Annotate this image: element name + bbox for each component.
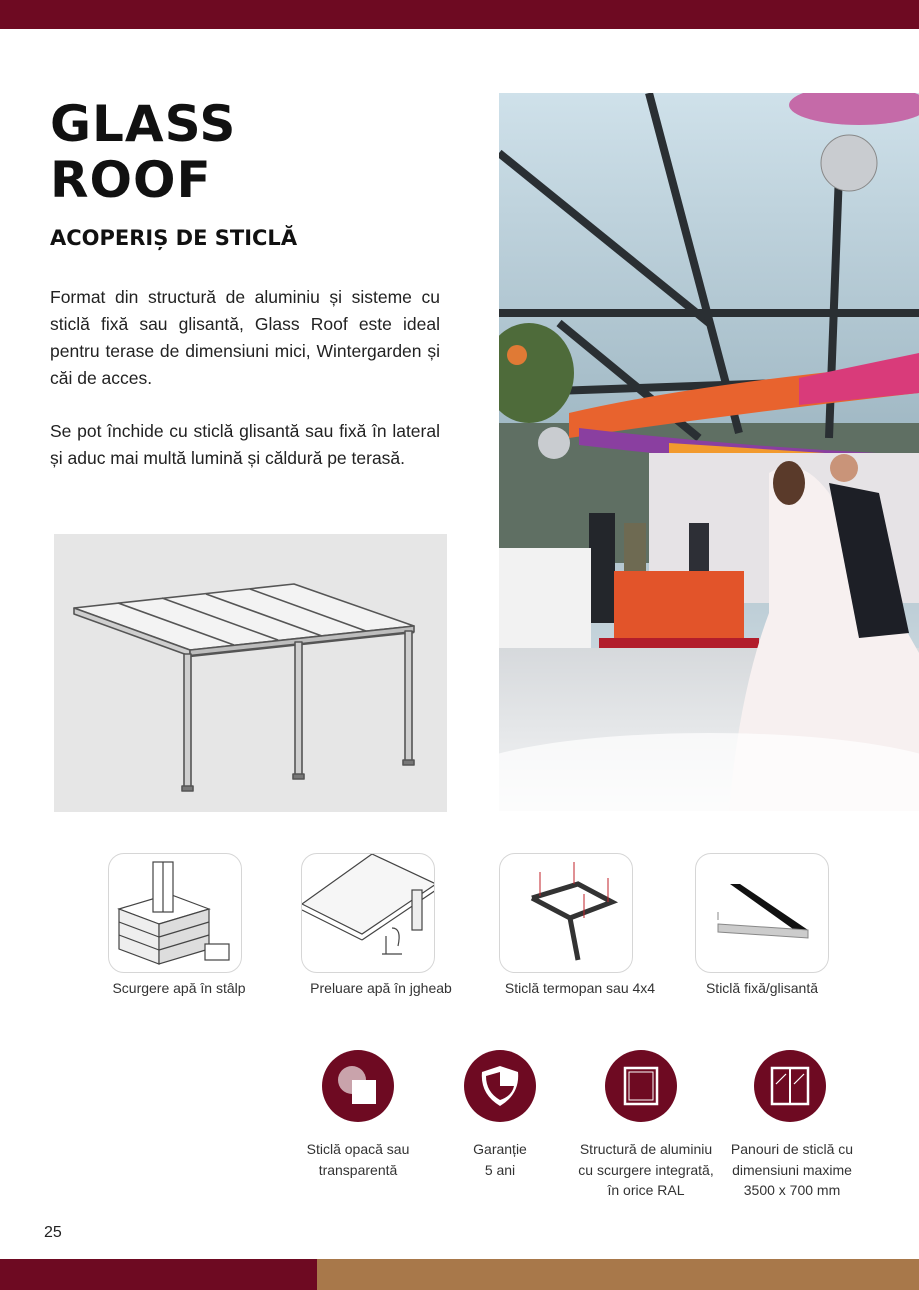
- glass-roof-diagram: [54, 534, 447, 812]
- page-subtitle: ACOPERIȘ DE STICLĂ: [50, 226, 298, 250]
- drain-post-icon: [109, 961, 242, 973]
- spec-circle-warranty: [464, 1050, 536, 1122]
- feature-label-gutter: Preluare apă în jgheab: [310, 980, 452, 996]
- feature-card-gutter: [301, 853, 435, 973]
- title-line-1: GLASS: [50, 95, 237, 153]
- intro-paragraph: Format din structură de aluminiu și sisteme cu sticlă fixă sau glisantă, Glass Roof este ideal pentru terase de dimensiuni mici, Wintergarden și căi de acces.: [50, 287, 440, 388]
- feature-card-glass-panel: [695, 853, 829, 973]
- feature-label-glass-panel: Sticlă fixă/glisantă: [705, 980, 819, 996]
- spec-circle-opacity: [322, 1050, 394, 1122]
- feature-card-drain-post: [108, 853, 242, 973]
- top-bar: [0, 0, 919, 29]
- detail-paragraph: Se pot închide cu sticlă glisantă sau fixă în lateral și aduc mai multă lumină și căldură pe terasă.: [50, 421, 440, 468]
- title-line-2: ROOF: [50, 151, 212, 209]
- page-title: [50, 96, 236, 208]
- gutter-icon: [302, 961, 435, 973]
- spec-circle-panels: [754, 1050, 826, 1122]
- feature-card-glass-frame: [499, 853, 633, 973]
- glass-roof-wedding-photo: [499, 93, 919, 811]
- spec-label-warranty: Garanție 5 ani: [473, 1141, 527, 1178]
- feature-label-drain-post: Scurgere apă în stâlp: [112, 980, 246, 996]
- bottom-bar-accent: [317, 1259, 919, 1290]
- spec-label-frame: Structură de aluminiu cu scurgere integrată, în orice RAL: [578, 1141, 714, 1198]
- feature-label-glass-frame: Sticlă termopan sau 4x4: [504, 980, 656, 996]
- glass-frame-icon: [500, 961, 633, 973]
- glass-panel-icon: [696, 961, 829, 973]
- spec-label-panels: Panouri de sticlă cu dimensiuni maxime 3500 x 700 mm: [730, 1141, 854, 1198]
- spec-label-opacity: Sticlă opacă sau transparentă: [306, 1141, 410, 1178]
- spec-circle-frame: [605, 1050, 677, 1122]
- bottom-bar-brand: [0, 1259, 317, 1290]
- page-number: 25: [44, 1224, 62, 1241]
